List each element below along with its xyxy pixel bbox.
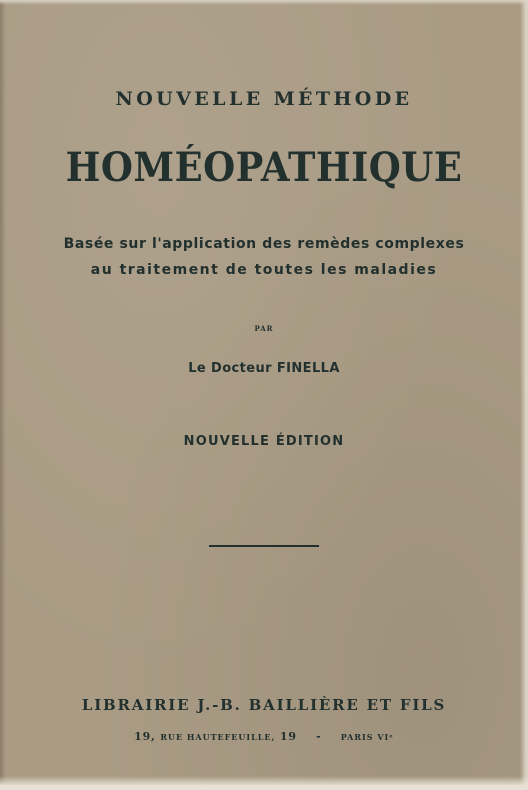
author-name: Le Docteur FINELLA [188,361,340,376]
address-number-start: 19, [134,730,156,743]
subtitle-line-2: au traitement de toutes les maladies [90,262,438,278]
cover-edge-top [0,0,528,5]
series-heading: NOUVELLE MÉTHODE [115,88,413,110]
address-separator: - [316,730,322,743]
by-label: PAR [254,324,274,333]
address-number-end: 19 [279,730,297,743]
cover-edge-right [520,0,528,790]
address-city: PARIS VIᵉ [340,732,394,742]
divider-rule [209,545,319,547]
edition-label: NOUVELLE ÉDITION [183,434,345,449]
publisher-name: LIBRAIRIE J.-B. BAILLIÈRE ET FILS [81,696,447,714]
cover-edge-bottom [0,776,528,790]
book-title: HOMÉOPATHIQUE [65,144,463,191]
address-street: RUE HAUTEFEUILLE, [160,732,276,742]
publisher-address [0,730,528,743]
cover-edge-left [0,0,6,790]
subtitle-line-1: Basée sur l'application des remèdes complexes [63,236,465,252]
